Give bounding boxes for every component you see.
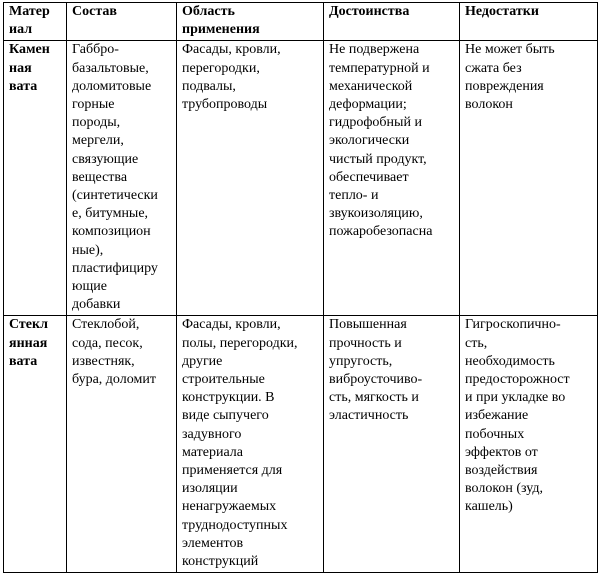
header-composition: Состав bbox=[67, 3, 177, 41]
cell-material: Стекл янная вата bbox=[4, 316, 67, 573]
cell-disadvantages: Гигроскопично- сть, необходимость предосторожност и при укладке во избежание побочных эффектов от воздействия волокон (зуд, кашель) bbox=[460, 316, 598, 573]
cell-advantages: Повышенная прочность и упругость, виброусточиво- сть, мягкость и эластичность bbox=[324, 316, 460, 573]
cell-material: Камен ная вата bbox=[4, 41, 67, 316]
table-row bbox=[4, 41, 598, 316]
cell-application: Фасады, кровли, перегородки, подвалы, трубопроводы bbox=[177, 41, 324, 316]
header-application: Область применения bbox=[177, 3, 324, 41]
header-advantages: Достоинства bbox=[324, 3, 460, 41]
table-header-row bbox=[4, 3, 598, 41]
materials-table bbox=[3, 2, 598, 573]
cell-composition: Стеклобой, сода, песок, известняк, бура, доломит bbox=[67, 316, 177, 573]
cell-composition: Габбро- базальтовые, доломитовые горные породы, мергели, связующие вещества (синтетически е, битумные, композицион ные), пластифициру ющие добавки bbox=[67, 41, 177, 316]
header-disadvantages: Недостатки bbox=[460, 3, 598, 41]
cell-advantages: Не подвержена температурной и механической деформации; гидрофобный и экологически чистый продукт, обеспечивает тепло- и звукоизоляцию, пожаробезопасна bbox=[324, 41, 460, 316]
table-row bbox=[4, 316, 598, 573]
header-material: Матер иал bbox=[4, 3, 67, 41]
cell-disadvantages: Не может быть сжата без повреждения волокон bbox=[460, 41, 598, 316]
cell-application: Фасады, кровли, полы, перегородки, другие строительные конструкции. В виде сыпучего задувного материала применяется для изоляции ненагружаемых труднодоступных элементов конструкций bbox=[177, 316, 324, 573]
